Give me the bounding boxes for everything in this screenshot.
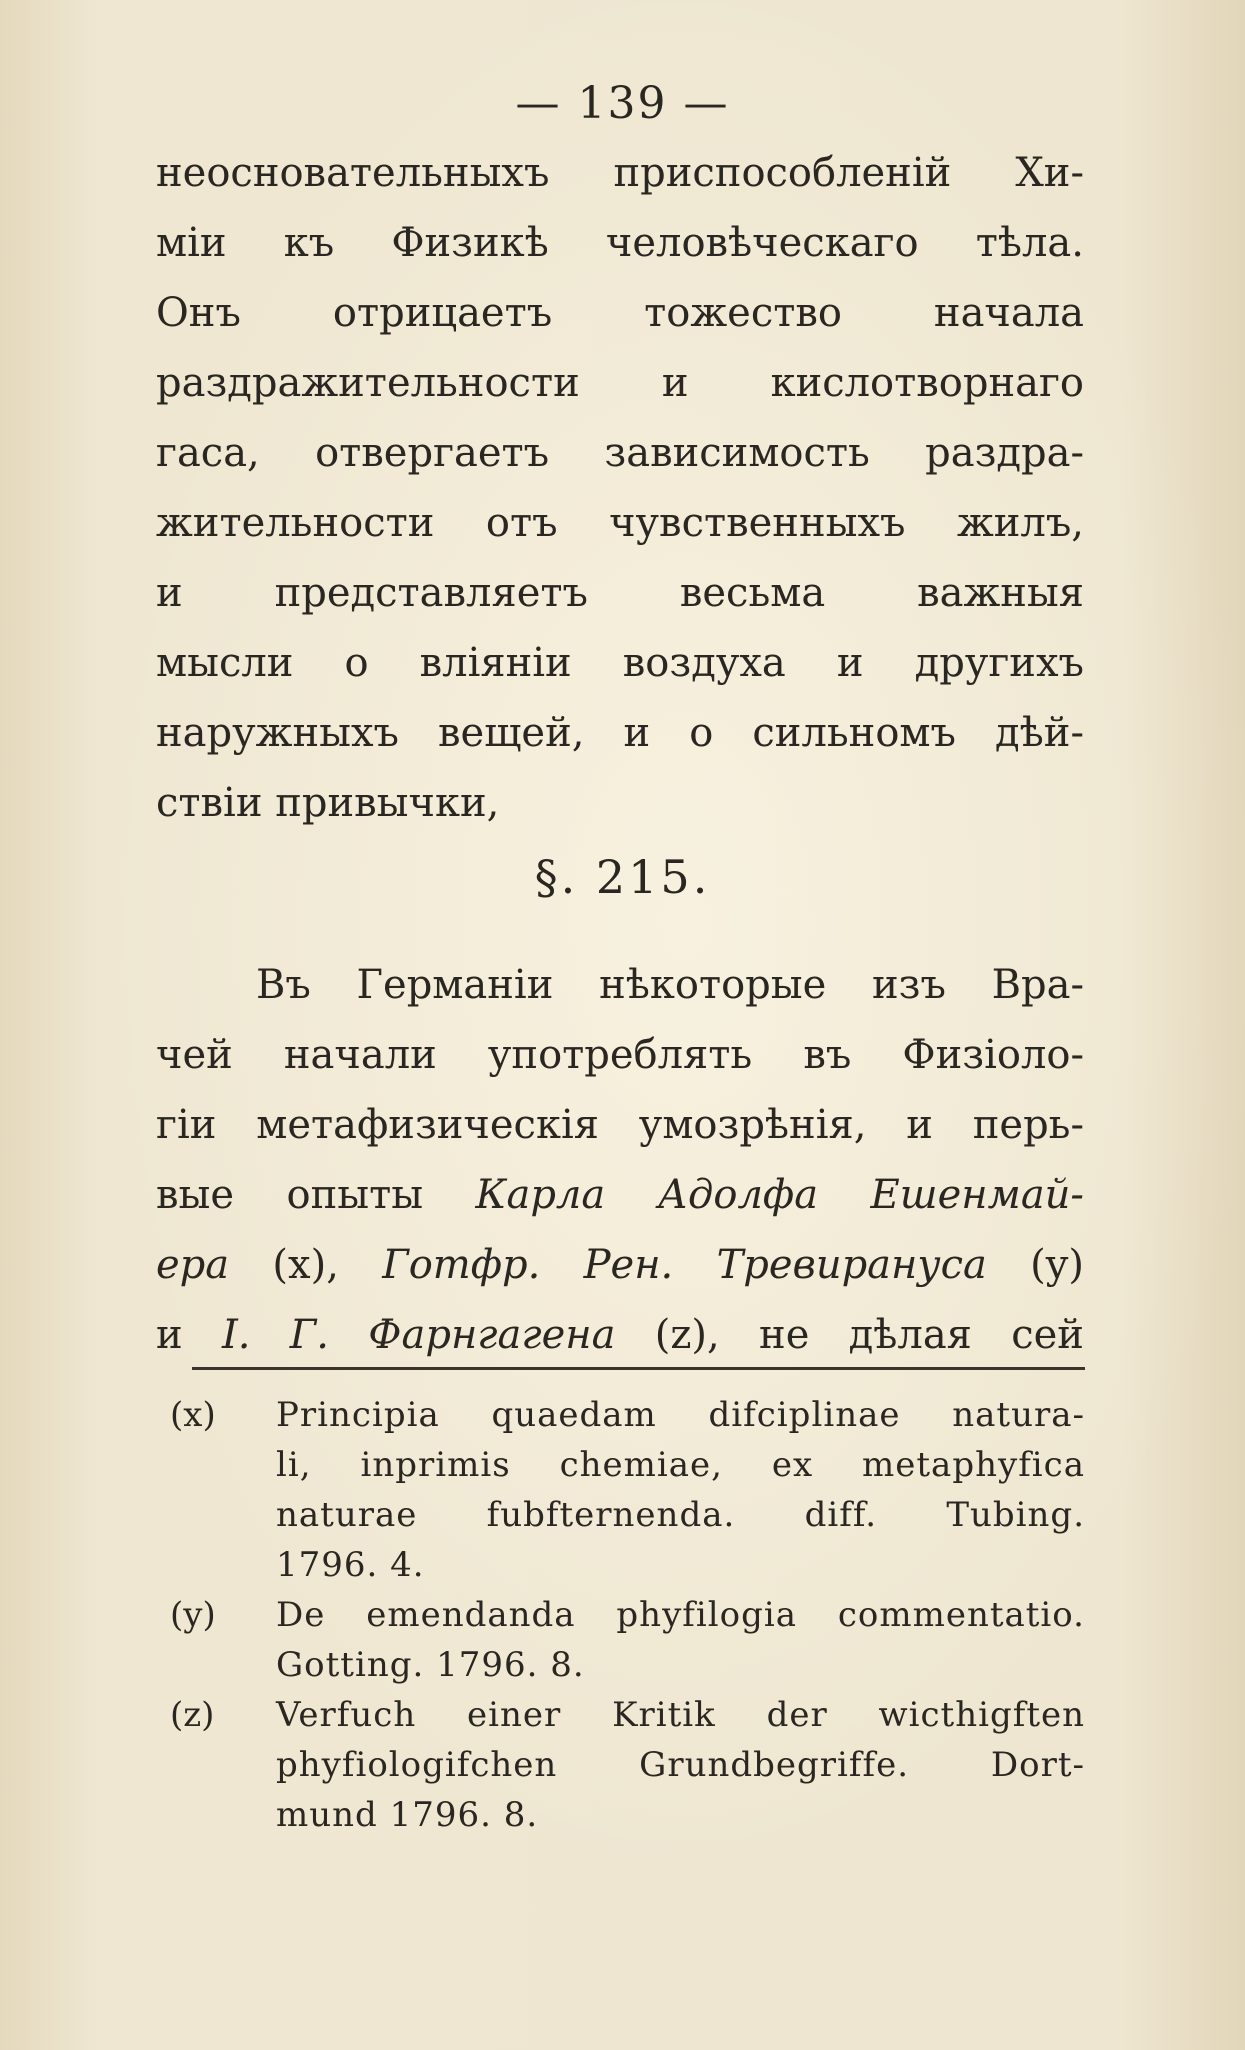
word: Dort-	[990, 1745, 1085, 1785]
word: ера	[156, 1242, 230, 1288]
text-line	[156, 1160, 1084, 1230]
word: Физіоло-	[902, 1032, 1084, 1078]
text-line	[156, 698, 1084, 768]
text-line	[156, 1020, 1084, 1090]
word: einer	[467, 1695, 562, 1735]
word: чей	[156, 1032, 233, 1078]
footnote	[170, 1690, 1085, 1840]
text-line	[156, 138, 1084, 208]
word: mund 1796. 8.	[276, 1795, 539, 1835]
word: тожество	[644, 290, 842, 336]
word: не	[759, 1312, 810, 1358]
word: представляетъ	[274, 570, 588, 616]
word: fubfternenda.	[486, 1495, 736, 1535]
word: отрицаетъ	[332, 290, 553, 336]
word: умозрѣнія,	[638, 1102, 867, 1148]
word: Готфр.	[382, 1242, 541, 1288]
footnote-line	[276, 1540, 1085, 1590]
text-line	[156, 558, 1084, 628]
word: опыты	[286, 1172, 424, 1218]
word: Вра-	[991, 962, 1084, 1008]
word: phyfiologifchen	[276, 1745, 558, 1785]
word: metaphyfica	[862, 1445, 1085, 1485]
text-line	[156, 1090, 1084, 1160]
word: перь-	[972, 1102, 1084, 1148]
word: Карла	[475, 1172, 606, 1218]
word: naturae	[276, 1495, 418, 1535]
word: (x),	[272, 1242, 339, 1288]
word: и	[156, 1312, 183, 1358]
word: отъ	[485, 500, 558, 546]
word: вые	[156, 1172, 235, 1218]
footnote-line	[276, 1640, 1085, 1690]
word: Адолфа	[657, 1172, 819, 1218]
word: I.	[221, 1312, 251, 1358]
text-line	[156, 348, 1084, 418]
word: Grundbegriffe.	[639, 1745, 910, 1785]
word: 1796. 4.	[276, 1545, 425, 1585]
word: quaedam	[491, 1395, 657, 1435]
word: (z),	[654, 1312, 720, 1358]
word: Тревирануса	[716, 1242, 987, 1288]
word: кислотворнаго	[770, 360, 1084, 406]
word: вліяніи	[419, 640, 572, 686]
word: Gotting. 1796. 8.	[276, 1645, 585, 1685]
word: жилъ,	[956, 500, 1084, 546]
word: Физикѣ	[391, 220, 549, 266]
word: метафизическія	[256, 1102, 599, 1148]
word: wicthigften	[878, 1695, 1085, 1735]
word: раздражительности	[156, 360, 580, 406]
word: зависимость	[604, 430, 870, 476]
text-line	[156, 208, 1084, 278]
word: и	[156, 570, 183, 616]
word: и	[906, 1102, 933, 1148]
footnote-line	[276, 1690, 1085, 1740]
word: diff.	[804, 1495, 878, 1535]
word: phyfilogia	[616, 1595, 797, 1635]
word: и	[623, 710, 651, 756]
word: къ	[283, 220, 335, 266]
word: De	[276, 1595, 326, 1635]
word: начала	[933, 290, 1084, 336]
word: ствіи привычки,	[156, 780, 500, 826]
word: употреблять	[487, 1032, 753, 1078]
footnote-text	[276, 1690, 1085, 1840]
word: commentatio.	[837, 1595, 1085, 1635]
word: Verfuch	[276, 1695, 417, 1735]
word: чувственныхъ	[609, 500, 906, 546]
word: Въ	[256, 962, 311, 1008]
footnote-rule	[192, 1367, 1085, 1370]
word: и	[661, 360, 689, 406]
footnote-line	[276, 1740, 1085, 1790]
paragraph-1	[156, 138, 1084, 838]
footnote-marker: (y)	[170, 1595, 216, 1635]
text-line	[156, 1300, 1084, 1370]
word: и	[836, 640, 864, 686]
word: другихъ	[914, 640, 1084, 686]
word: emendanda	[366, 1595, 576, 1635]
word: человѣческаго	[605, 220, 919, 266]
word: воздуха	[622, 640, 786, 686]
footnote-line	[276, 1490, 1085, 1540]
word: Германіи	[356, 962, 554, 1008]
word: раздра-	[925, 430, 1084, 476]
text-line	[156, 418, 1084, 488]
footnote-text	[276, 1590, 1085, 1690]
word: мысли	[156, 640, 294, 686]
text-line	[156, 950, 1084, 1020]
page-number: — 139 —	[515, 78, 730, 129]
word: гаса,	[156, 430, 260, 476]
word: Онъ	[156, 290, 241, 336]
text-line	[156, 278, 1084, 348]
word: весьма	[679, 570, 826, 616]
word: нѣкоторые	[599, 962, 827, 1008]
word: жительности	[156, 500, 435, 546]
text-line	[156, 1230, 1084, 1300]
section-heading: §. 215.	[534, 850, 711, 904]
text-line	[156, 488, 1084, 558]
word: li,	[276, 1445, 312, 1485]
text-line	[156, 768, 1084, 838]
footnote	[170, 1590, 1085, 1690]
footnote	[170, 1390, 1085, 1590]
word: Tubing.	[946, 1495, 1085, 1535]
text-line	[156, 628, 1084, 698]
word: наружныхъ	[156, 710, 399, 756]
word: Г.	[289, 1312, 329, 1358]
word: вещей,	[438, 710, 585, 756]
word: Фарнгагена	[368, 1312, 616, 1358]
word: начали	[283, 1032, 437, 1078]
word: chemiae,	[559, 1445, 723, 1485]
word: важныя	[917, 570, 1084, 616]
word: въ	[803, 1032, 852, 1078]
footnote-text	[276, 1390, 1085, 1590]
word: Ешенмай-	[870, 1172, 1084, 1218]
word: Рен.	[583, 1242, 674, 1288]
word: natura-	[952, 1395, 1085, 1435]
word: приспособленій	[613, 150, 952, 196]
word: неосновательныхъ	[156, 150, 550, 196]
word: Хи-	[1015, 150, 1084, 196]
word: Principia	[276, 1395, 440, 1435]
word: изъ	[871, 962, 946, 1008]
word: дѣй-	[995, 710, 1084, 756]
word: тѣла.	[975, 220, 1084, 266]
footnotes	[170, 1390, 1085, 1840]
word: гіи	[156, 1102, 217, 1148]
footnote-line	[276, 1790, 1085, 1840]
word: inprimis	[360, 1445, 511, 1485]
footnote-marker: (x)	[170, 1395, 216, 1435]
word: Kritik	[612, 1695, 716, 1735]
footnote-line	[276, 1590, 1085, 1640]
word: міи	[156, 220, 227, 266]
paragraph-2	[156, 950, 1084, 1370]
word: о	[689, 710, 714, 756]
word: о	[344, 640, 369, 686]
word: difciplinae	[708, 1395, 901, 1435]
word: ex	[771, 1445, 814, 1485]
footnote-line	[276, 1390, 1085, 1440]
word: отвергаетъ	[315, 430, 550, 476]
word: der	[766, 1695, 828, 1735]
word: сей	[1011, 1312, 1084, 1358]
word: (y)	[1030, 1242, 1084, 1288]
word: дѣлая	[848, 1312, 972, 1358]
footnote-marker: (z)	[170, 1695, 215, 1735]
footnote-line	[276, 1440, 1085, 1490]
word: сильномъ	[752, 710, 956, 756]
